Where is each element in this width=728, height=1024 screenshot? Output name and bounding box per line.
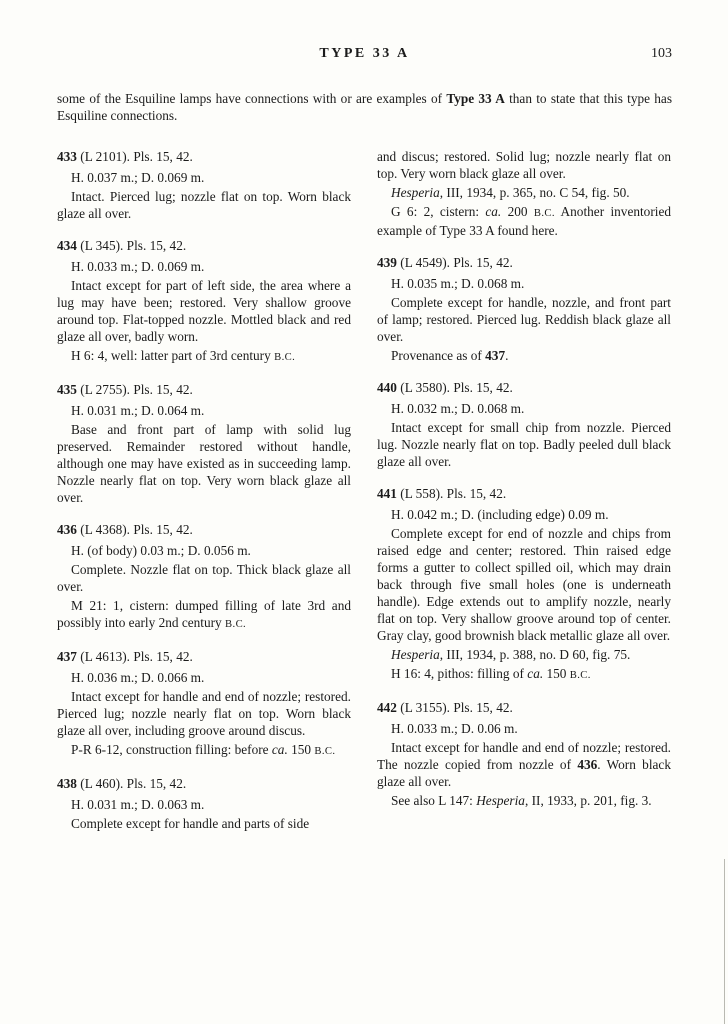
right-column bbox=[377, 148, 671, 847]
entry-paragraph: H. 0.033 m.; D. 0.069 m. bbox=[71, 259, 205, 274]
columns bbox=[57, 148, 672, 847]
entry-heading: 442 (L 3155). Pls. 15, 42. bbox=[377, 700, 513, 715]
entry-paragraph: H. (of body) 0.03 m.; D. 0.056 m. bbox=[71, 543, 251, 558]
entry-paragraph: Intact except for handle and end of nozzle; restored. The nozzle copied from nozzle of 436. Worn black glaze all over. bbox=[377, 740, 671, 789]
entry-heading: 438 (L 460). Pls. 15, 42. bbox=[57, 776, 187, 791]
entry-paragraph: Hesperia, III, 1934, p. 365, no. C 54, fig. 50. bbox=[391, 185, 630, 200]
entry-paragraph: Intact except for small chip from nozzle. Pierced lug. Nozzle nearly flat on top. Badly peeled dull black glaze all over. bbox=[377, 420, 671, 469]
catalog-entry bbox=[57, 381, 351, 506]
entry-paragraph: M 21: 1, cistern: dumped filling of late 3rd and possibly into early 2nd century B.C. bbox=[57, 598, 351, 630]
catalog-entry bbox=[57, 775, 351, 832]
catalog-entry bbox=[377, 254, 671, 364]
catalog-entry bbox=[57, 521, 351, 633]
entry-paragraph: Intact except for part of left side, the area where a lug may have been; restored. Very shallow groove around top. Flat-topped nozzle. Mottled black and red glaze all over, badly worn. bbox=[57, 278, 351, 344]
entry-heading: 434 (L 345). Pls. 15, 42. bbox=[57, 238, 187, 253]
entry-heading: 433 (L 2101). Pls. 15, 42. bbox=[57, 149, 193, 164]
entry-paragraph: P-R 6-12, construction filling: before ca. 150 B.C. bbox=[71, 742, 336, 757]
entry-continuation-paragraph: and discus; restored. Solid lug; nozzle nearly flat on top. Very worn black glaze all over. bbox=[377, 149, 671, 181]
entry-paragraph: H. 0.042 m.; D. (including edge) 0.09 m. bbox=[391, 507, 609, 522]
entry-heading: 435 (L 2755). Pls. 15, 42. bbox=[57, 382, 193, 397]
catalog-entry bbox=[57, 148, 351, 222]
entry-heading: 436 (L 4368). Pls. 15, 42. bbox=[57, 522, 193, 537]
entry-paragraph: Hesperia, III, 1934, p. 388, no. D 60, fig. 75. bbox=[391, 647, 631, 662]
intro-paragraph: some of the Esquiline lamps have connections with or are examples of Type 33 A than to state that this type has Esquiline connections. bbox=[57, 91, 672, 123]
entry-paragraph: H. 0.033 m.; D. 0.06 m. bbox=[391, 721, 518, 736]
running-head: TYPE 33 A bbox=[319, 46, 410, 61]
page-header bbox=[57, 46, 672, 66]
entry-heading: 441 (L 558). Pls. 15, 42. bbox=[377, 486, 507, 501]
entry-paragraph: H. 0.037 m.; D. 0.069 m. bbox=[71, 170, 205, 185]
entry-paragraph: Complete except for handle and parts of side bbox=[71, 816, 310, 831]
entry-paragraph: H 6: 4, well: latter part of 3rd century B.C. bbox=[71, 348, 296, 363]
entry-paragraph: See also L 147: Hesperia, II, 1933, p. 201, fig. 3. bbox=[391, 793, 652, 808]
entry-paragraph: H. 0.031 m.; D. 0.063 m. bbox=[71, 797, 205, 812]
entry-paragraph: Complete. Nozzle flat on top. Thick black glaze all over. bbox=[57, 562, 351, 594]
left-column bbox=[57, 148, 351, 847]
catalog-entry bbox=[377, 699, 671, 809]
entry-paragraph: H. 0.031 m.; D. 0.064 m. bbox=[71, 403, 205, 418]
entry-paragraph: Intact except for handle and end of nozzle; restored. Pierced lug; nozzle nearly flat on top. Worn black glaze all over, including groove around discus. bbox=[57, 689, 351, 738]
entry-paragraph: Complete except for handle, nozzle, and front part of lamp; restored. Pierced lug. Reddish black glaze all over. bbox=[377, 295, 671, 344]
entry-paragraph: Complete except for end of nozzle and chips from raised edge and center; restored. Thin raised edge forms a gutter to collect spilled oil, which may drain back through five small holes (one is underneath handle). Edge extends out to amplify nozzle, nearly flat on top. Very shallow groove around top of center. Gray clay, good brownish black metallic glaze all over. bbox=[377, 526, 671, 643]
entry-paragraph: Intact. Pierced lug; nozzle flat on top. Worn black glaze all over. bbox=[57, 189, 351, 221]
scan-edge-artifact bbox=[724, 859, 725, 1024]
entry-heading: 440 (L 3580). Pls. 15, 42. bbox=[377, 380, 513, 395]
catalog-entry bbox=[57, 648, 351, 760]
entry-paragraph: G 6: 2, cistern: ca. 200 B.C. Another inventoried example of Type 33 A found here. bbox=[377, 204, 672, 238]
entry-paragraph: Base and front part of lamp with solid lug preserved. Remainder restored without handle, although one may have existed as in succeeding lamp. Nozzle nearly flat on top. Very worn black glaze all over. bbox=[57, 422, 351, 505]
page-number: 103 bbox=[651, 46, 672, 61]
entry-paragraph: H 16: 4, pithos: filling of ca. 150 B.C. bbox=[391, 666, 591, 681]
catalog-entry bbox=[57, 237, 351, 366]
entry-heading: 439 (L 4549). Pls. 15, 42. bbox=[377, 255, 513, 270]
catalog-entry bbox=[377, 148, 671, 239]
catalog-entry bbox=[377, 485, 671, 684]
entry-paragraph: H. 0.032 m.; D. 0.068 m. bbox=[391, 401, 525, 416]
entry-heading: 437 (L 4613). Pls. 15, 42. bbox=[57, 649, 193, 664]
entry-paragraph: Provenance as of 437. bbox=[391, 348, 509, 363]
entry-paragraph: H. 0.036 m.; D. 0.066 m. bbox=[71, 670, 205, 685]
entry-paragraph: H. 0.035 m.; D. 0.068 m. bbox=[391, 276, 525, 291]
catalog-entry bbox=[377, 379, 671, 470]
